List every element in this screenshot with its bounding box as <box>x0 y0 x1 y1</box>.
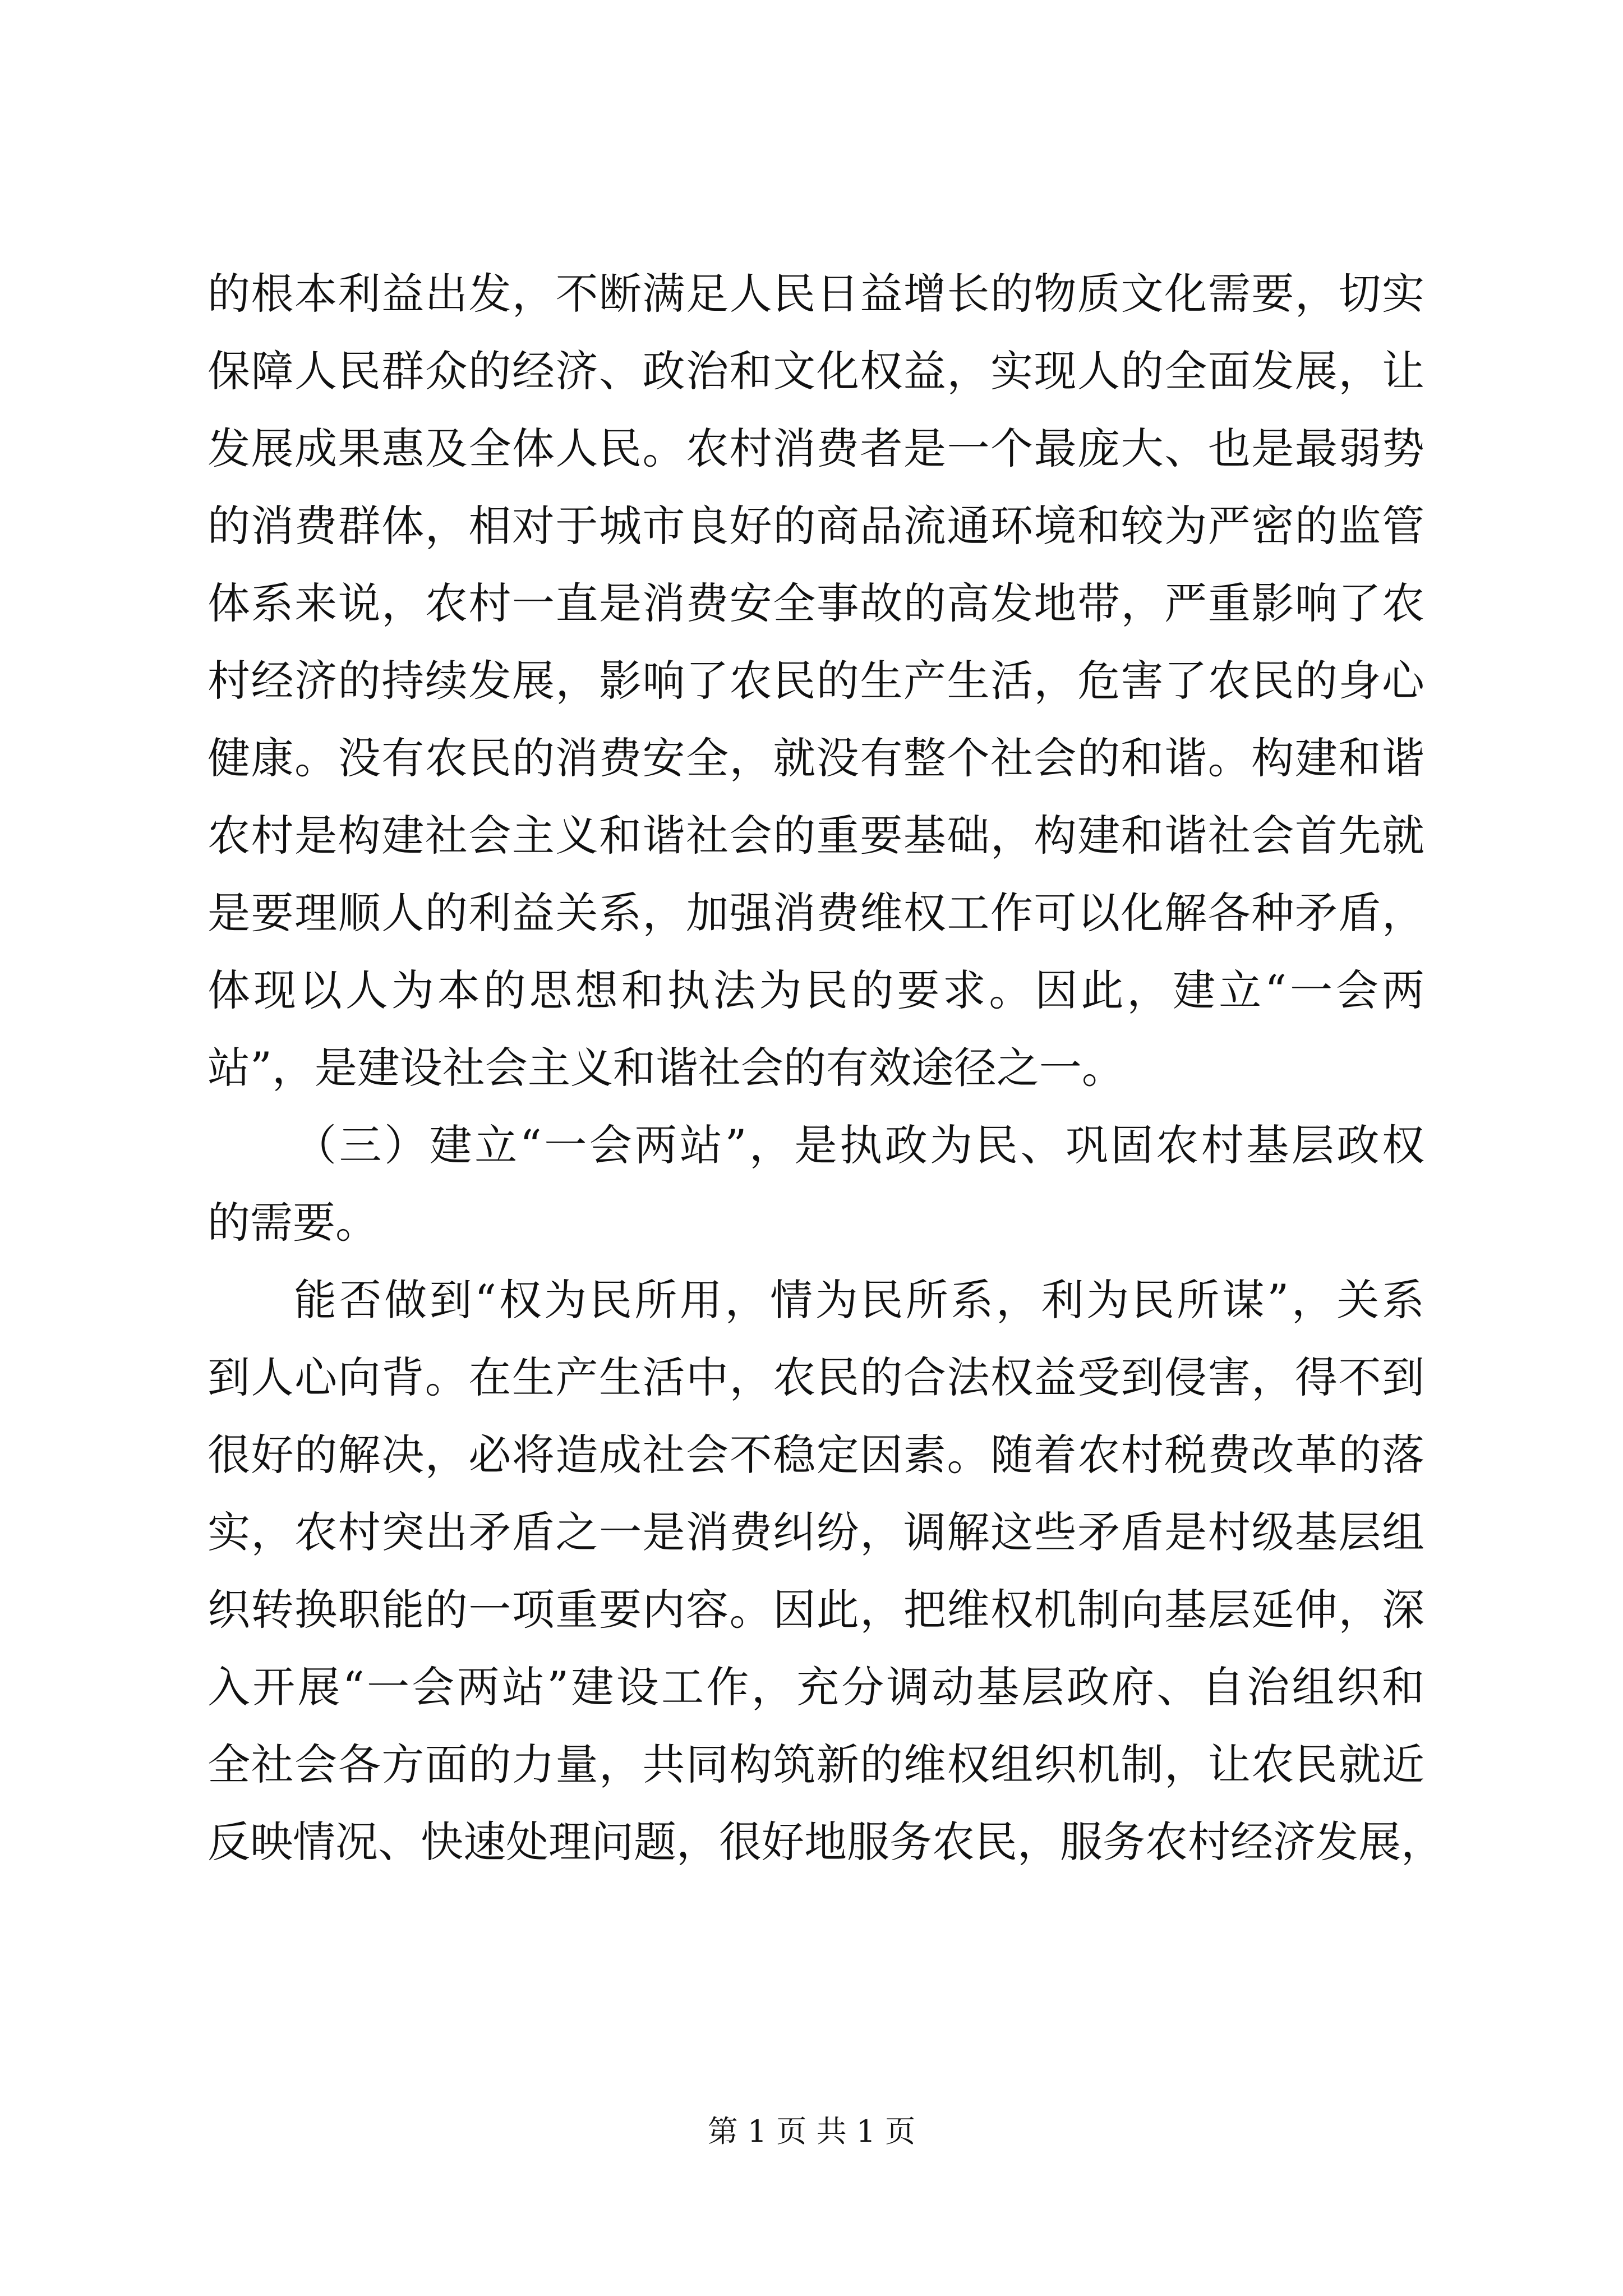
text-line: 很好的解决，必将造成社会不稳定因素。随着农村税费改革的落 <box>208 1430 1424 1480</box>
text-line: 的消费群体，相对于城市良好的商品流通环境和较为严密的监管 <box>208 501 1424 551</box>
text-line: 全社会各方面的力量，共同构筑新的维权组织机制，让农民就近 <box>208 1740 1424 1789</box>
text-line: 入开展“一会两站”建设工作，充分调动基层政府、自治组织和 <box>208 1662 1424 1712</box>
text-line: 的根本利益出发，不断满足人民日益增长的物质文化需要，切实 <box>208 269 1424 319</box>
section-heading-line: 的需要。 <box>208 1198 378 1248</box>
body-text <box>208 255 1444 1881</box>
section-heading-line: （三）建立“一会两站”，是执政为民、巩固农村基层政权 <box>294 1120 1424 1170</box>
text-line: 站”，是建设社会主义和谐社会的有效途径之一。 <box>208 1043 1124 1093</box>
text-line: 村经济的持续发展，影响了农民的生产生活，危害了农民的身心 <box>208 656 1424 706</box>
text-line: 实，农村突出矛盾之一是消费纠纷，调解这些矛盾是村级基层组 <box>208 1507 1424 1557</box>
text-line: 能否做到“权为民所用，情为民所系，利为民所谋”，关系 <box>294 1275 1424 1325</box>
text-line: 体系来说，农村一直是消费安全事故的高发地带，严重影响了农 <box>208 578 1424 628</box>
text-line: 体现以人为本的思想和执法为民的要求。因此，建立“一会两 <box>208 965 1424 1015</box>
text-line: 保障人民群众的经济、政治和文化权益，实现人的全面发展，让 <box>208 346 1424 396</box>
text-line: 织转换职能的一项重要内容。因此，把维权机制向基层延伸，深 <box>208 1585 1424 1635</box>
text-line: 农村是构建社会主义和谐社会的重要基础，构建和谐社会首先就 <box>208 811 1424 861</box>
text-line: 是要理顺人的利益关系，加强消费维权工作可以化解各种矛盾， <box>208 888 1424 938</box>
text-line: 到人心向背。在生产生活中，农民的合法权益受到侵害，得不到 <box>208 1352 1424 1402</box>
page-number-footer: 第 1 页 共 1 页 <box>707 2114 916 2149</box>
text-line: 健康。没有农民的消费安全，就没有整个社会的和谐。构建和谐 <box>208 733 1424 783</box>
text-line: 反映情况、快速处理问题，很好地服务农民，服务农村经济发展， <box>208 1817 1444 1867</box>
text-line: 发展成果惠及全体人民。农村消费者是一个最庞大、也是最弱势 <box>208 424 1424 473</box>
